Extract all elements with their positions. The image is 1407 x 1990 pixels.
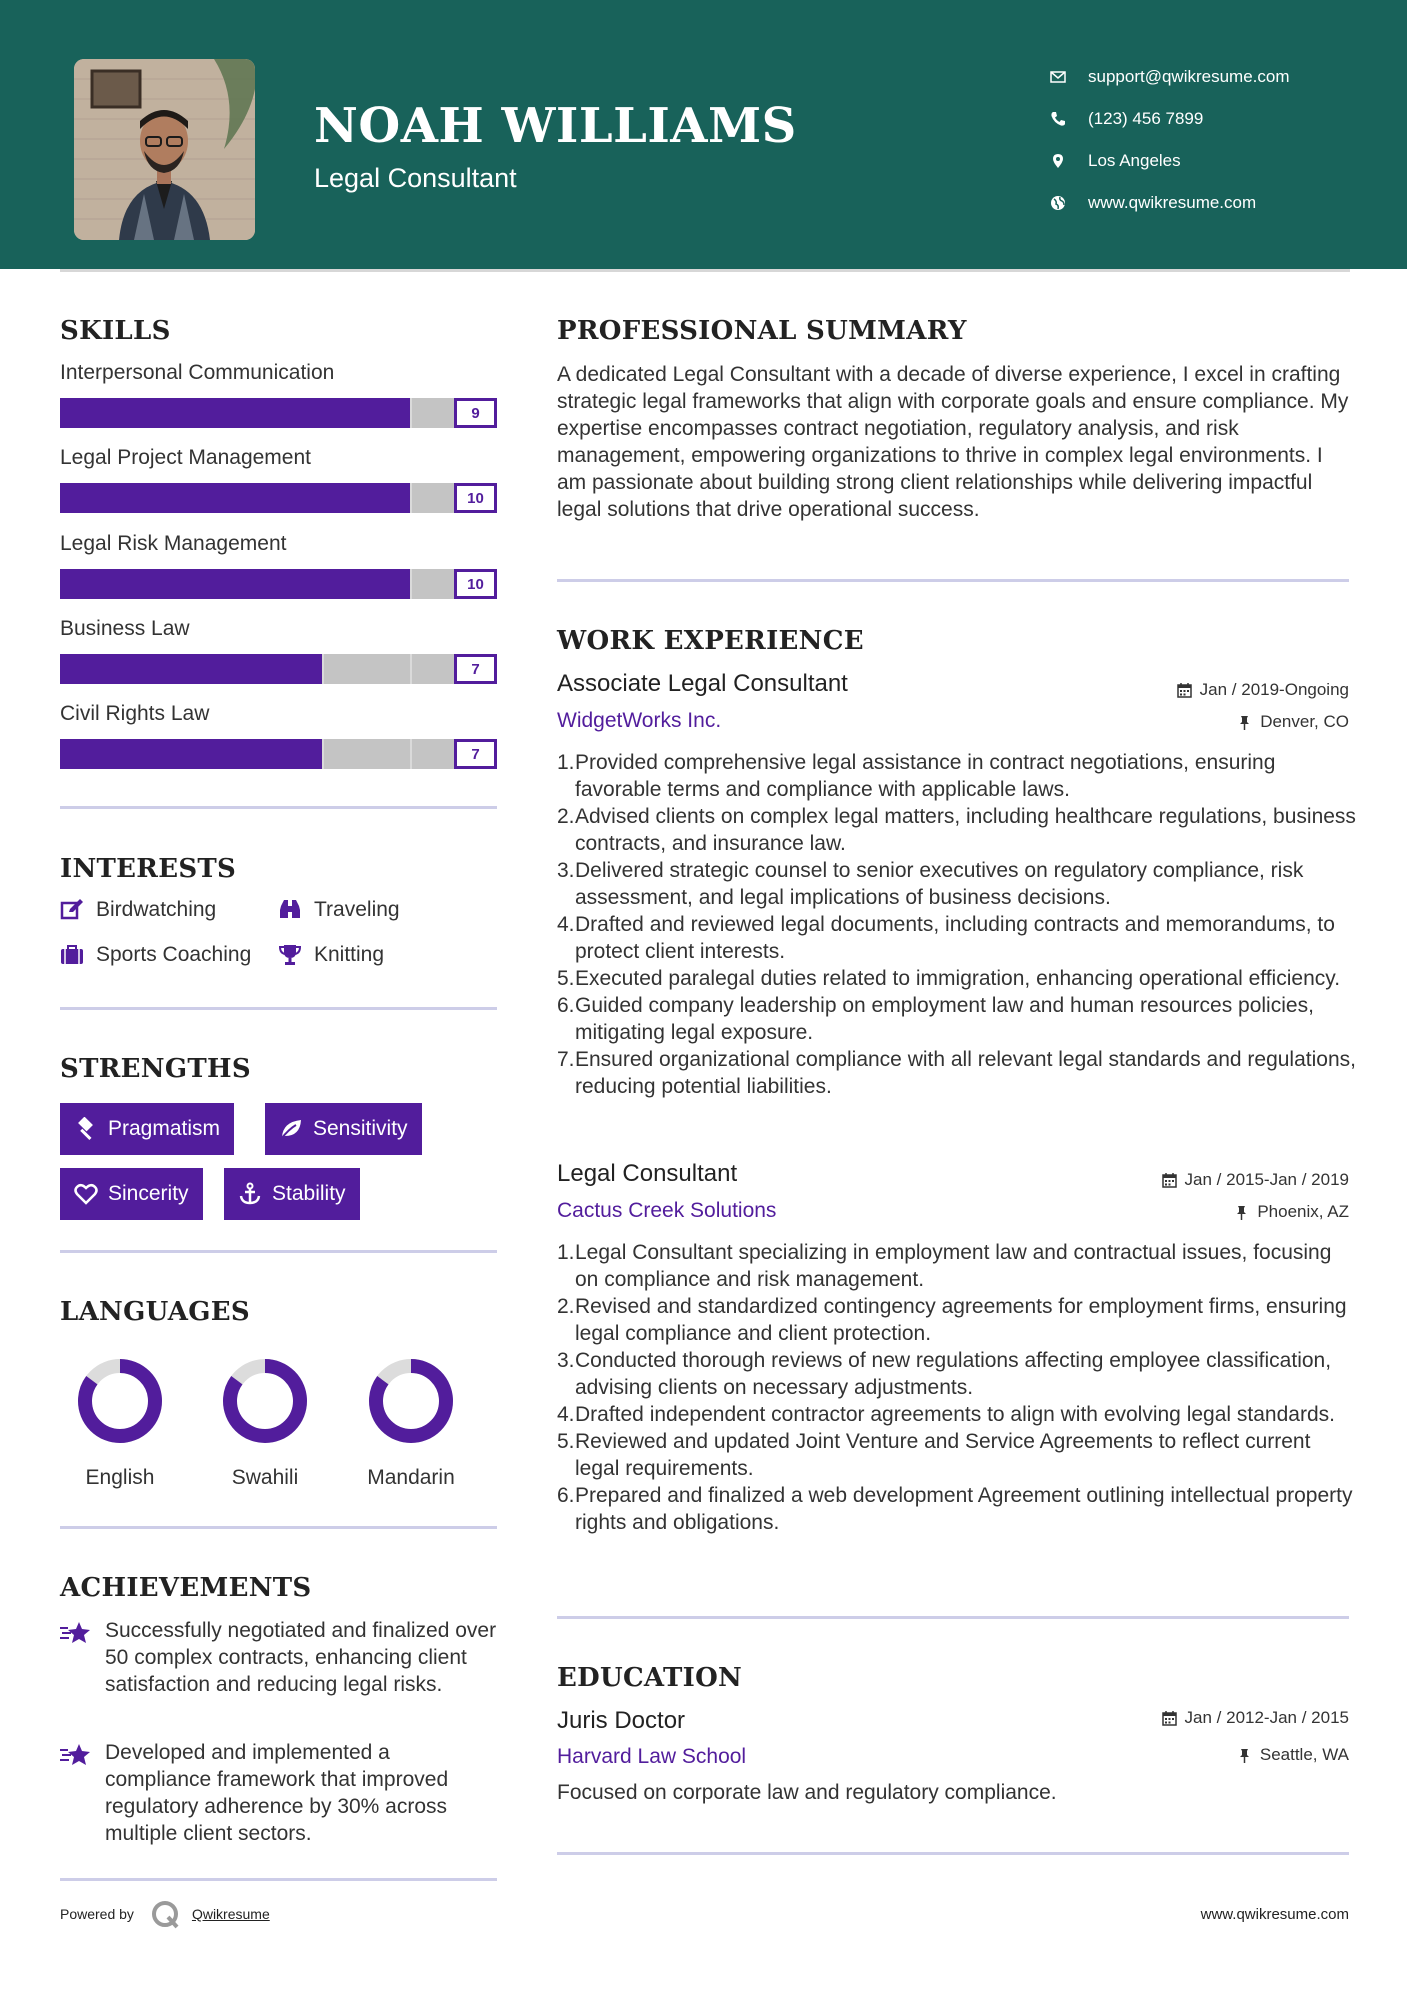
map-marker-icon — [1050, 153, 1088, 169]
duty-item: 3. Conducted thorough reviews of new regulations affecting employee classification, advising clients on necessary adjustments. — [557, 1349, 1332, 1399]
achievement-item — [60, 1739, 500, 1847]
strength-label: Sensitivity — [313, 1117, 408, 1140]
strength-badge — [224, 1168, 360, 1220]
language-donut — [366, 1356, 456, 1446]
job-title: Associate Legal Consultant — [557, 670, 848, 697]
duty-item: 2. Advised clients on complex legal matters, including healthcare regulations, business contracts, and insurance law. — [557, 805, 1356, 855]
education-location — [1237, 1745, 1349, 1765]
strength-label: Stability — [272, 1182, 346, 1205]
calendar-icon — [1162, 1711, 1177, 1726]
section-divider — [60, 1007, 497, 1010]
job-dates — [1177, 680, 1349, 700]
contact-phone[interactable] — [1050, 98, 1290, 140]
job-location — [1237, 712, 1349, 732]
pushpin-icon — [1234, 1205, 1249, 1220]
calendar-icon — [1177, 683, 1192, 698]
leaf-icon — [279, 1117, 303, 1141]
language-donut — [75, 1356, 165, 1446]
skill-bar-segment — [410, 739, 412, 769]
skill-score: 9 — [454, 398, 497, 428]
education-dates — [1162, 1708, 1349, 1728]
achievements-heading: ACHIEVEMENTS — [60, 1573, 312, 1603]
skill-label: Legal Project Management — [60, 446, 311, 469]
education-heading: EDUCATION — [557, 1663, 743, 1693]
interests-heading: INTERESTS — [60, 854, 237, 884]
language-label: Mandarin — [367, 1466, 455, 1489]
interest-item — [60, 898, 216, 922]
footer-branding — [60, 1899, 270, 1929]
job-dates-text: Jan / 2015-Jan / 2019 — [1184, 1170, 1349, 1189]
job-dates — [1162, 1170, 1349, 1190]
education-location-text: Seattle, WA — [1259, 1745, 1349, 1764]
skill-label: Civil Rights Law — [60, 702, 210, 725]
skill-bar-segment — [322, 654, 324, 684]
experience-heading: WORK EXPERIENCE — [557, 626, 864, 656]
envelope-icon — [1050, 69, 1088, 85]
header-divider — [60, 269, 1350, 272]
skills-heading: SKILLS — [60, 316, 171, 346]
heart-icon — [74, 1182, 98, 1206]
gavel-icon — [74, 1117, 98, 1141]
job-dates-text: Jan / 2019-Ongoing — [1199, 680, 1349, 699]
briefcase-icon — [60, 943, 84, 967]
skill-score: 7 — [454, 654, 497, 684]
skill-bar-fill — [60, 569, 410, 599]
section-divider — [60, 1878, 497, 1881]
brand-link[interactable]: Qwikresume — [191, 1906, 270, 1922]
duty-item: 4. Drafted independent contractor agreements to align with evolving legal standards. — [557, 1403, 1335, 1426]
resume-header — [0, 0, 1407, 269]
shooting-star-icon — [60, 1741, 92, 1769]
summary-heading: PROFESSIONAL SUMMARY — [557, 316, 967, 346]
interest-item — [60, 943, 251, 967]
section-divider — [557, 579, 1349, 582]
contact-email[interactable] — [1050, 56, 1290, 98]
anchor-icon — [238, 1182, 262, 1206]
contact-phone-text: (123) 456 7899 — [1088, 109, 1204, 128]
duty-item: 4. Drafted and reviewed legal documents, including contracts and memorandums, to protect client interests. — [557, 913, 1335, 963]
education-dates-text: Jan / 2012-Jan / 2015 — [1184, 1708, 1349, 1727]
skill-bar-fill — [60, 483, 410, 513]
section-divider — [60, 1250, 497, 1253]
language-donut — [220, 1356, 310, 1446]
contact-location-text: Los Angeles — [1088, 151, 1181, 170]
shooting-star-icon — [60, 1619, 92, 1647]
job-location-text: Phoenix, AZ — [1257, 1202, 1349, 1221]
candidate-name: NOAH WILLIAMS — [314, 98, 797, 154]
strength-badge — [265, 1103, 422, 1155]
skill-bar-fill — [60, 739, 322, 769]
job-title: Legal Consultant — [557, 1160, 738, 1187]
interest-label: Knitting — [314, 943, 385, 966]
skill-score: 10 — [454, 483, 497, 513]
strength-label: Sincerity — [108, 1182, 189, 1205]
strength-badge — [60, 1168, 203, 1220]
duty-item: 2. Revised and standardized contingency agreements for employment firms, ensuring legal compliance and client protection. — [557, 1295, 1347, 1345]
company-name: Cactus Creek Solutions — [557, 1199, 777, 1222]
contact-list — [1050, 56, 1290, 224]
contact-website[interactable] — [1050, 182, 1290, 224]
section-divider — [557, 1852, 1349, 1855]
languages-heading: LANGUAGES — [60, 1297, 250, 1327]
skill-bar-segment — [322, 739, 324, 769]
globe-icon — [1050, 195, 1088, 211]
edit-icon — [60, 898, 84, 922]
duty-item: 7. Ensured organizational compliance with all relevant legal standards and regulations, reducing potential liabilities. — [557, 1048, 1356, 1098]
language-item — [55, 1356, 185, 1490]
calendar-icon — [1162, 1173, 1177, 1188]
interest-item — [278, 898, 400, 922]
profile-photo — [74, 59, 255, 240]
duty-item: 6. Prepared and finalized a web development Agreement outlining intellectual property rights and obligations. — [557, 1484, 1353, 1534]
duty-item: 3. Delivered strategic counsel to senior executives on regulatory compliance, risk assessment, and legal implications of business decisions. — [557, 859, 1304, 909]
school-name: Harvard Law School — [557, 1745, 747, 1768]
section-divider — [557, 1616, 1349, 1619]
skill-score: 7 — [454, 739, 497, 769]
skill-bar — [60, 654, 497, 684]
skill-bar-segment — [410, 654, 412, 684]
duty-item: 1. Legal Consultant specializing in employment law and contractual issues, focusing on compliance and risk management. — [557, 1241, 1332, 1291]
skill-label: Interpersonal Communication — [60, 361, 335, 384]
skill-bar-segment — [410, 398, 412, 428]
pushpin-icon — [1237, 1748, 1252, 1763]
education-description: Focused on corporate law and regulatory compliance. — [557, 1781, 1057, 1804]
job-duties — [557, 1239, 1357, 1536]
language-item — [200, 1356, 330, 1490]
strengths-heading: STRENGTHS — [60, 1054, 251, 1084]
interest-label: Birdwatching — [96, 898, 217, 921]
skill-bar-segment — [410, 569, 412, 599]
degree-title: Juris Doctor — [557, 1707, 686, 1734]
job-location-text: Denver, CO — [1260, 712, 1349, 731]
job-location — [1234, 1202, 1349, 1222]
powered-by-label: Powered by — [60, 1906, 134, 1922]
skill-score: 10 — [454, 569, 497, 599]
pushpin-icon — [1237, 715, 1252, 730]
language-label: Swahili — [231, 1466, 299, 1489]
footer-website[interactable]: www.qwikresume.com — [1200, 1906, 1349, 1923]
skill-bar — [60, 569, 497, 599]
trophy-icon — [278, 943, 302, 967]
interest-item — [278, 943, 384, 967]
binoculars-icon — [278, 898, 302, 922]
qwikresume-logo-icon — [150, 1899, 180, 1929]
job-duties — [557, 749, 1357, 1100]
contact-website-text: www.qwikresume.com — [1088, 193, 1257, 212]
contact-email-text: support@qwikresume.com — [1088, 67, 1290, 86]
contact-location — [1050, 140, 1290, 182]
achievement-text: Successfully negotiated and finalized over 50 complex contracts, enhancing client satisfaction and reducing legal risks. — [105, 1619, 497, 1696]
skill-label: Business Law — [60, 617, 190, 640]
strength-label: Pragmatism — [108, 1117, 221, 1140]
candidate-title: Legal Consultant — [314, 163, 517, 193]
language-item — [346, 1356, 476, 1490]
skill-label: Legal Risk Management — [60, 532, 287, 555]
duty-item: 5. Executed paralegal duties related to immigration, enhancing operational efficiency. — [557, 967, 1341, 990]
achievement-item — [60, 1617, 500, 1698]
interest-label: Traveling — [314, 898, 400, 921]
duty-item: 6. Guided company leadership on employment law and human resources policies, mitigating legal exposure. — [557, 994, 1314, 1044]
skill-bar-fill — [60, 398, 410, 428]
skill-bar — [60, 398, 497, 428]
skill-bar — [60, 483, 497, 513]
skill-bar — [60, 739, 497, 769]
skill-bar-segment — [410, 483, 412, 513]
duty-item: 5. Reviewed and updated Joint Venture and Service Agreements to reflect current legal requirements. — [557, 1430, 1311, 1480]
phone-icon — [1050, 111, 1088, 127]
skill-bar-fill — [60, 654, 322, 684]
summary-text: A dedicated Legal Consultant with a decade of diverse experience, I excel in crafting strategic legal frameworks that align with corporate goals and ensure compliance. My expertise encompasses contract negotiation, regulatory analysis, and risk management, empowering organizations to thrive in complex legal environments. I am passionate about building strong client relationships while delivering impactful legal solutions that drive operational success. — [557, 363, 1349, 521]
company-name: WidgetWorks Inc. — [557, 709, 722, 732]
duty-item: 1. Provided comprehensive legal assistance in contract negotiations, ensuring favorable terms and compliance with applicable laws. — [557, 751, 1276, 801]
interest-label: Sports Coaching — [96, 943, 252, 966]
strength-badge — [60, 1103, 234, 1155]
section-divider — [60, 1526, 497, 1529]
section-divider — [60, 806, 497, 809]
achievement-text: Developed and implemented a compliance framework that improved regulatory adherence by 30% across multiple client sectors. — [105, 1741, 449, 1845]
language-label: English — [85, 1466, 155, 1489]
